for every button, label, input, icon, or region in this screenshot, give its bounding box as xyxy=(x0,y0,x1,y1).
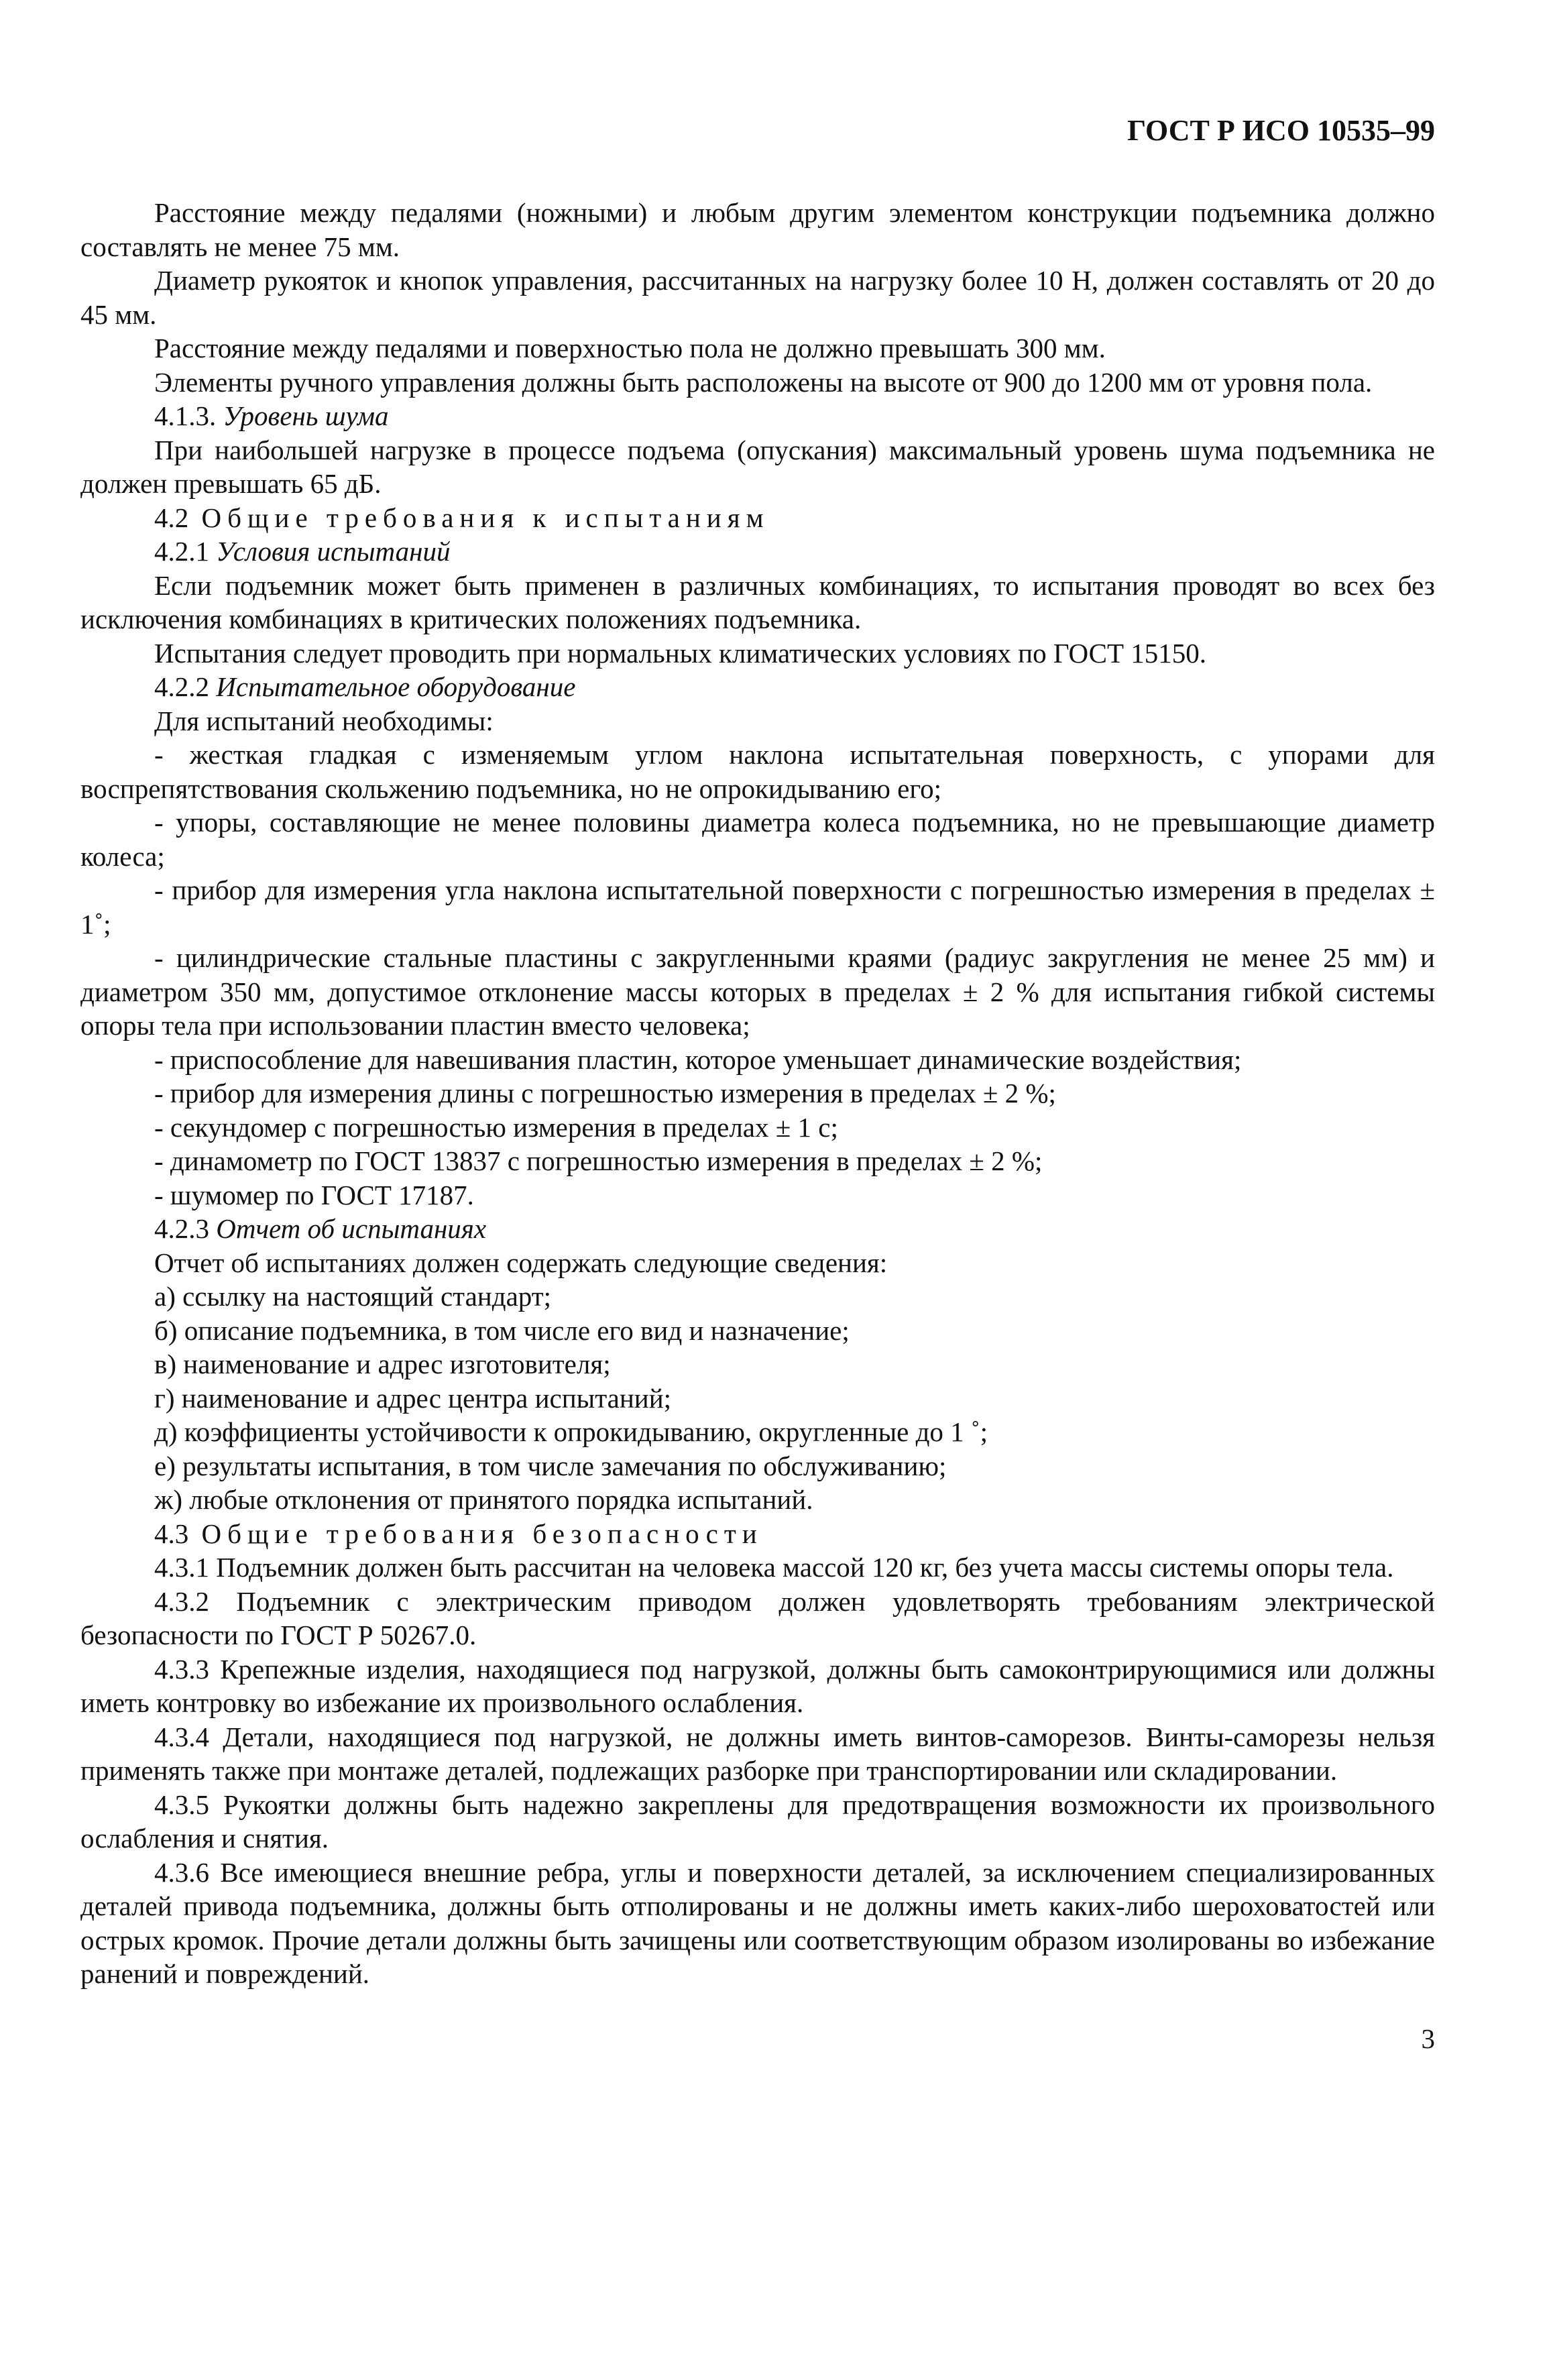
paragraph: 4.3.4 Детали, находящиеся под нагрузкой, не должны иметь винтов-саморезов. Винты-саморезы нельзя применять также при монтаже деталей, подлежащих разборке при транспортировании или складировании. xyxy=(80,1721,1435,1786)
report-item: а) ссылку на настоящий стандарт; xyxy=(154,1281,552,1312)
paragraph: Для испытаний необходимы: xyxy=(154,705,494,736)
paragraph: 4.3.5 Рукоятки должны быть надежно закреплены для предотвращения возможности их произвольного ослабления и снятия. xyxy=(80,1789,1435,1854)
report-item: д) коэффициенты устойчивости к опрокидыванию, округленные до 1 ˚; xyxy=(154,1416,988,1447)
report-item: б) описание подъемника, в том числе его вид и назначение; xyxy=(154,1314,850,1346)
section-title: Общие требования безопасности xyxy=(201,1518,763,1549)
section-title: Общие требования к испытаниям xyxy=(201,502,770,533)
section-title: Условия испытаний xyxy=(216,536,451,567)
equipment-item: - прибор для измерения длины с погрешностью измерения в пределах ± 2 %; xyxy=(154,1078,1056,1109)
paragraph: Диаметр рукояток и кнопок управления, рассчитанных на нагрузку более 10 Н, должен составлять от 20 до 45 мм. xyxy=(80,265,1435,330)
equipment-item: - жесткая гладкая с изменяемым углом наклона испытательная поверхность, с упорами для воспрепятствования скольжению подъемника, но не опрокидыванию его; xyxy=(80,739,1435,804)
section-heading-4-2 xyxy=(80,501,1435,535)
document-page xyxy=(80,114,1435,2055)
paragraph: Отчет об испытаниях должен содержать следующие сведения: xyxy=(154,1247,888,1278)
report-item: г) наименование и адрес центра испытаний; xyxy=(154,1382,672,1414)
paragraph: Если подъемник может быть применен в различных комбинациях, то испытания проводят во всех без исключения комбинациях в критических положениях подъемника. xyxy=(80,569,1435,634)
equipment-item: - приспособление для навешивания пластин, которое уменьшает динамические воздействия; xyxy=(154,1043,1242,1075)
report-item: в) наименование и адрес изготовителя; xyxy=(154,1349,611,1379)
section-number: 4.2.3 xyxy=(154,1213,209,1244)
section-heading-4-2-3 xyxy=(80,1212,1435,1246)
equipment-item: - шумомер по ГОСТ 17187. xyxy=(154,1179,474,1210)
section-number: 4.2.2 xyxy=(154,671,209,702)
paragraph: 4.3.3 Крепежные изделия, находящиеся под нагрузкой, должны быть самоконтрирующимися или должны иметь контровку во избежание их произвольного ослабления. xyxy=(80,1653,1435,1718)
section-title: Отчет об испытаниях xyxy=(216,1213,487,1244)
section-heading-4-2-2 xyxy=(80,670,1435,704)
paragraph: При наибольшей нагрузке в процессе подъема (опускания) максимальный уровень шума подъемника не должен превышать 65 дБ. xyxy=(80,434,1435,499)
section-number: 4.2 xyxy=(154,502,189,533)
paragraph: 4.3.1 Подъемник должен быть рассчитан на человека массой 120 кг, без учета массы системы опоры тела. xyxy=(154,1552,1394,1583)
equipment-item: - динамометр по ГОСТ 13837 с погрешностью измерения в пределах ± 2 %; xyxy=(154,1145,1043,1176)
paragraph: 4.3.6 Все имеющиеся внешние ребра, углы и поверхности деталей, за исключением специализированных деталей привода подъемника, должны быть отполированы и не должны иметь каких-либо шероховатостей или острых кромок. Прочие детали должны быть зачищены или соответствующим образом изолированы во избежание ранений и повреждений. xyxy=(80,1856,1435,1989)
section-title: Испытательное оборудование xyxy=(216,671,576,702)
paragraph: Расстояние между педалями (ножными) и любым другим элементом конструкции подъемника должно составлять не менее 75 мм. xyxy=(80,197,1435,262)
paragraph: 4.3.2 Подъемник с электрическим приводом должен удовлетворять требованиям электрической безопасности по ГОСТ Р 50267.0. xyxy=(80,1585,1435,1650)
report-item: е) результаты испытания, в том числе замечания по обслуживанию; xyxy=(154,1450,947,1481)
paragraph: Испытания следует проводить при нормальных климатических условиях по ГОСТ 15150. xyxy=(154,637,1207,669)
equipment-item: - секундомер с погрешностью измерения в пределах ± 1 с; xyxy=(154,1111,838,1143)
page-number: 3 xyxy=(1421,2023,1435,2054)
report-item: ж) любые отклонения от принятого порядка испытаний. xyxy=(154,1484,813,1515)
section-heading-4-3 xyxy=(80,1517,1435,1551)
document-header: ГОСТ Р ИСО 10535–99 xyxy=(1127,114,1435,147)
section-heading-4-2-1 xyxy=(80,534,1435,569)
section-title: Уровень шума xyxy=(223,400,389,431)
section-number: 4.2.1 xyxy=(154,536,209,567)
paragraph: Элементы ручного управления должны быть расположены на высоте от 900 до 1200 мм от уровня пола. xyxy=(154,366,1373,398)
section-heading-4-1-3 xyxy=(80,399,1435,433)
equipment-item: - прибор для измерения угла наклона испытательной поверхности с погрешностью измерения в пределах ± 1˚; xyxy=(80,874,1435,940)
section-number: 4.3 xyxy=(154,1518,189,1549)
equipment-item: - упоры, составляющие не менее половины диаметра колеса подъемника, но не превышающие диаметр колеса; xyxy=(80,807,1435,872)
section-number: 4.1.3. xyxy=(154,400,217,431)
equipment-item: - цилиндрические стальные пластины с закругленными краями (радиус закругления не менее 25 мм) и диаметром 350 мм, допустимое отклонение массы которых в пределах ± 2 % для испытания гибкой системы опоры тела при использовании пластин вместо человека; xyxy=(80,942,1435,1041)
paragraph: Расстояние между педалями и поверхностью пола не должно превышать 300 мм. xyxy=(154,333,1106,363)
